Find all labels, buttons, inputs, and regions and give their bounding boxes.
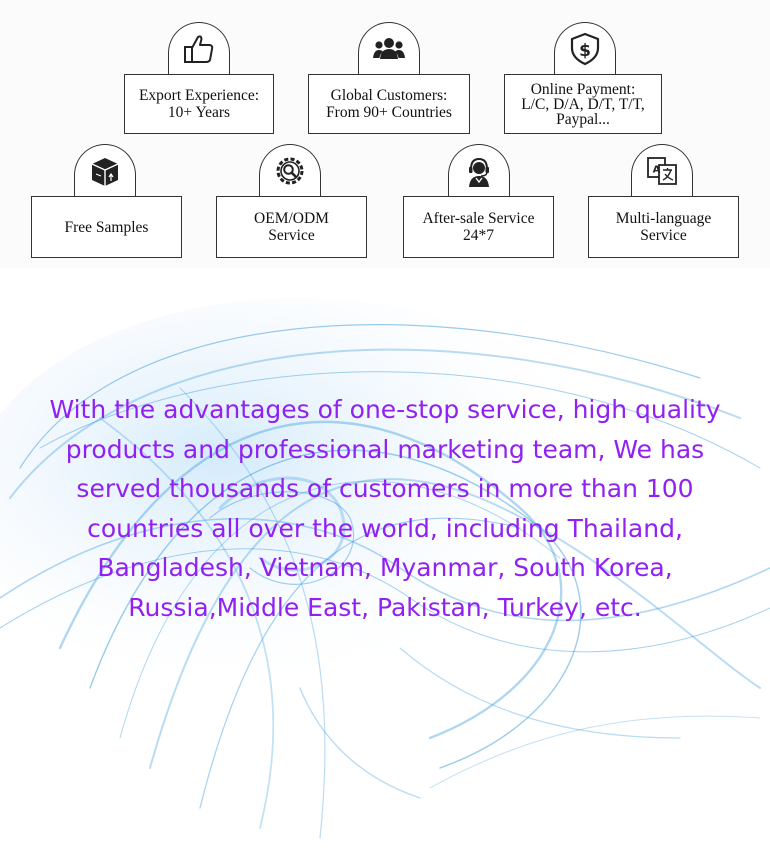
- feature-line: 24*7: [462, 227, 494, 244]
- features-panel: [0, 0, 770, 268]
- feature-card-label: [31, 196, 182, 258]
- gear-search-icon: [273, 154, 307, 188]
- feature-line: Multi-language: [615, 210, 712, 227]
- feature-line: L/C, D/A, D/T, T/T,: [521, 95, 645, 113]
- feature-line: 10+ Years: [167, 104, 231, 121]
- svg-text:$: $: [579, 41, 591, 61]
- company-description: With the advantages of one-stop service, high quality products and professional marketing team, We has served thousands of customers in more than 100 countries all over the world, including Thailand, Bangladesh, Vietnam, Myanmar, South Korea, Russia,Middle East, Pakistan, Turkey, etc.: [49, 395, 721, 622]
- feature-line: Service: [268, 227, 315, 244]
- feature-line: Export Experience:: [138, 87, 260, 104]
- feature-line: Service: [640, 227, 687, 244]
- feature-line: After-sale Service: [422, 210, 535, 227]
- feature-card-label: [403, 196, 554, 258]
- feature-card-label: [588, 196, 739, 258]
- feature-card-tab: [74, 144, 136, 198]
- feature-card-tab: [259, 144, 321, 198]
- headset-agent-icon: [462, 154, 496, 188]
- dollar-shield-icon: [568, 32, 602, 66]
- feature-card-label: [504, 74, 662, 134]
- group-icon: [372, 32, 406, 66]
- thumbs-up-icon: [182, 32, 216, 66]
- feature-card-label: [124, 74, 274, 134]
- feature-card-tab: [631, 144, 693, 198]
- feature-line: Global Customers:: [330, 87, 448, 104]
- feature-card-tab: [358, 22, 420, 76]
- package-box-icon: [88, 154, 122, 188]
- feature-line: From 90+ Countries: [326, 104, 452, 121]
- feature-card-tab: [448, 144, 510, 198]
- feature-card-label: [216, 196, 367, 258]
- svg-text:A: A: [652, 164, 661, 176]
- feature-card-tab: [168, 22, 230, 76]
- feature-line: Online Payment:: [530, 80, 636, 98]
- feature-line: OEM/ODM: [254, 210, 329, 227]
- feature-line: Free Samples: [64, 218, 149, 236]
- feature-line: Paypal...: [556, 110, 610, 128]
- feature-card-label: [308, 74, 470, 134]
- translate-icon: [645, 154, 679, 188]
- feature-card-tab: [554, 22, 616, 76]
